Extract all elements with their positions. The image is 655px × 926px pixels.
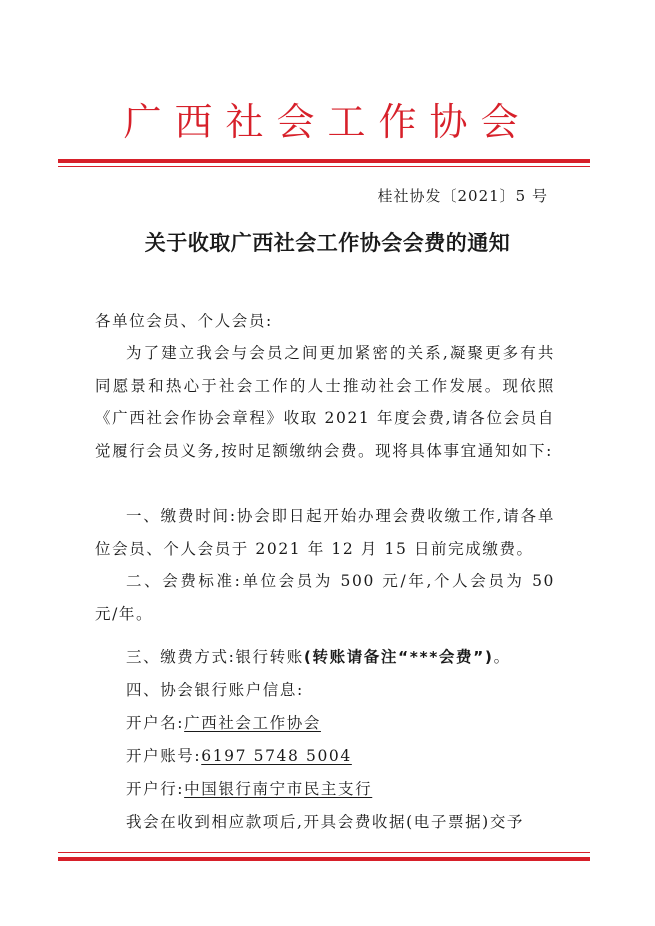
item-fee-standard: 二、会费标准:单位会员为 500 元/年,个人会员为 50 元/年。 — [95, 572, 555, 623]
bank-label: 开户行: — [126, 780, 185, 798]
bank-row — [126, 779, 372, 799]
payment-method-text: 三、缴费方式:银行转账 — [126, 648, 304, 666]
item-payment-method — [126, 647, 511, 667]
closing-paragraph: 我会在收到相应款项后,开具会费收据(电子票据)交予 — [126, 813, 525, 831]
transfer-remark-emphasis: (转账请备注“***会费”) — [303, 648, 494, 666]
document-number: 桂社协发〔2021〕5 号 — [377, 187, 548, 205]
account-name-label: 开户名: — [126, 714, 185, 732]
account-name-row — [126, 713, 321, 733]
salutation: 各单位会员、个人会员: — [95, 312, 273, 330]
account-number-value: 6197 5748 5004 — [201, 747, 352, 765]
notice-title: 关于收取广西社会工作协会会费的通知 — [144, 231, 511, 255]
organization-header: 广西社会工作协会 — [123, 100, 532, 144]
account-number-row — [126, 746, 352, 766]
payment-method-end: 。 — [493, 648, 511, 666]
account-number-label: 开户账号: — [126, 747, 202, 765]
item-bank-account-info: 四、协会银行账户信息: — [126, 681, 304, 699]
header-divider-thin — [58, 166, 590, 167]
footer-divider-thin — [58, 852, 590, 853]
intro-paragraph: 为了建立我会与会员之间更加紧密的关系,凝聚更多有共同愿景和热心于社会工作的人士推动社会工作发展。现依照《广西社会作协会章程》收取 2021 年度会费,请各位会员自觉履行会员义务,按时足额缴纳会费。现将具体事宜通知如下: — [95, 344, 555, 460]
item-payment-time: 一、缴费时间:协会即日起开始办理会费收缴工作,请各单位会员、个人会员于 2021 年 12 月 15 日前完成缴费。 — [95, 507, 555, 558]
footer-divider-thick — [58, 857, 590, 861]
bank-name-value: 中国银行南宁市民主支行 — [184, 780, 373, 798]
account-name-value: 广西社会工作协会 — [184, 714, 321, 732]
header-divider-thick — [58, 159, 590, 163]
